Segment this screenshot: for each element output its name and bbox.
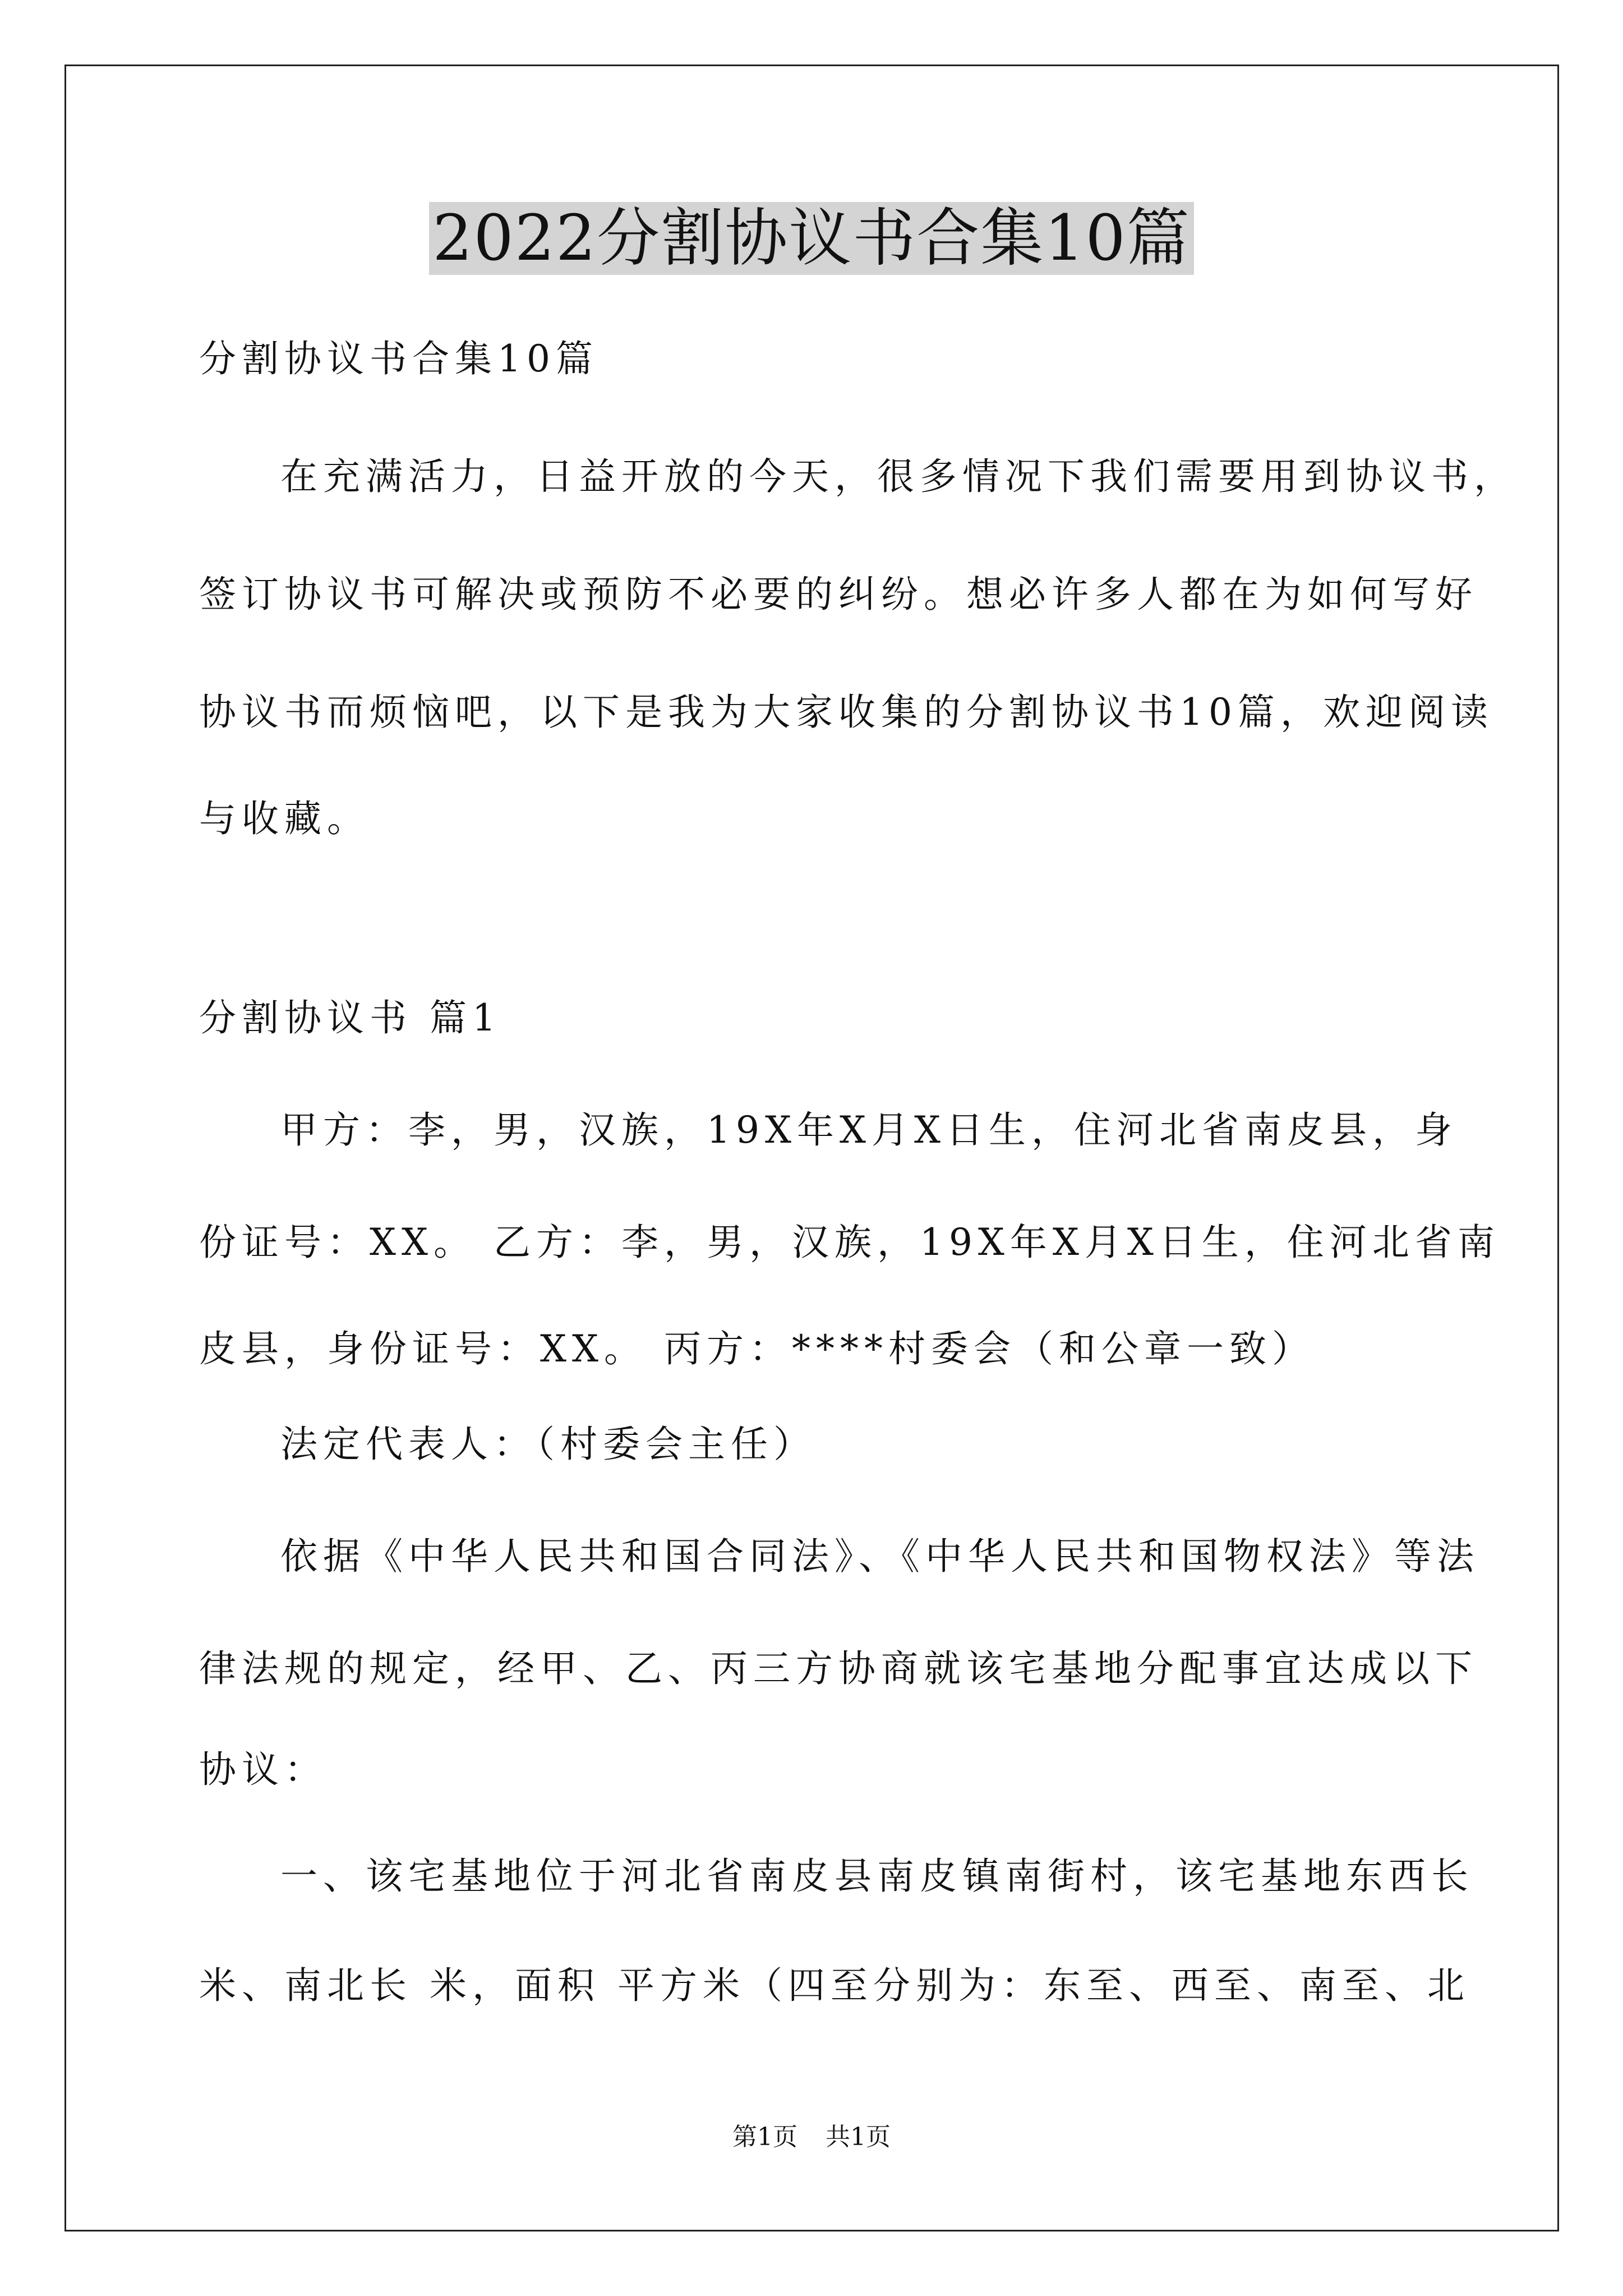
basis-line-1: 依据《中华人民共和国合同法》、《中华人民共和国物权法》等法 [280,1535,1479,1578]
party-a-line: 甲方：李，男，汉族，19X年X月X日生，住河北省南皮县，身 [280,1108,1458,1152]
intro-line-4: 与收藏。 [199,797,370,840]
document-title-text: 2022分割协议书合集10篇 [429,202,1194,275]
section-heading: 分割协议书 篇1 [199,996,501,1039]
clause-1-line-1: 一、该宅基地位于河北省南皮县南皮镇南街村，该宅基地东西长 [280,1855,1474,1898]
basis-line-3: 协议： [199,1748,327,1791]
intro-line-1: 在充满活力，日益开放的今天，很多情况下我们需要用到协议书， [280,455,1516,498]
document-title [0,194,1623,283]
page-total: 共1页 [826,2123,891,2151]
intro-line-2: 签订协议书可解决或预防不必要的纠纷。想必许多人都在为如何写好 [199,573,1478,616]
intro-line-3: 协议书而烦恼吧，以下是我为大家收集的分割协议书10篇，欢迎阅读 [199,691,1493,734]
party-c-line: 皮县，身份证号：XX。 丙方：****村委会（和公章一致） [199,1327,1315,1370]
basis-line-2: 律法规的规定，经甲、乙、丙三方协商就该宅基地分配事宜达成以下 [199,1647,1478,1690]
clause-1-line-2: 米、南北长 米，面积 平方米（四至分别为：东至、西至、南至、北 [199,1964,1470,2007]
subtitle: 分割协议书合集10篇 [199,337,598,380]
page-footer [0,2120,1623,2154]
party-b-line: 份证号：XX。 乙方：李，男，汉族，19X年X月X日生，住河北省南 [199,1221,1500,1264]
legal-representative-line: 法定代表人：（村委会主任） [280,1423,816,1466]
page-number: 第1页 [732,2123,797,2151]
